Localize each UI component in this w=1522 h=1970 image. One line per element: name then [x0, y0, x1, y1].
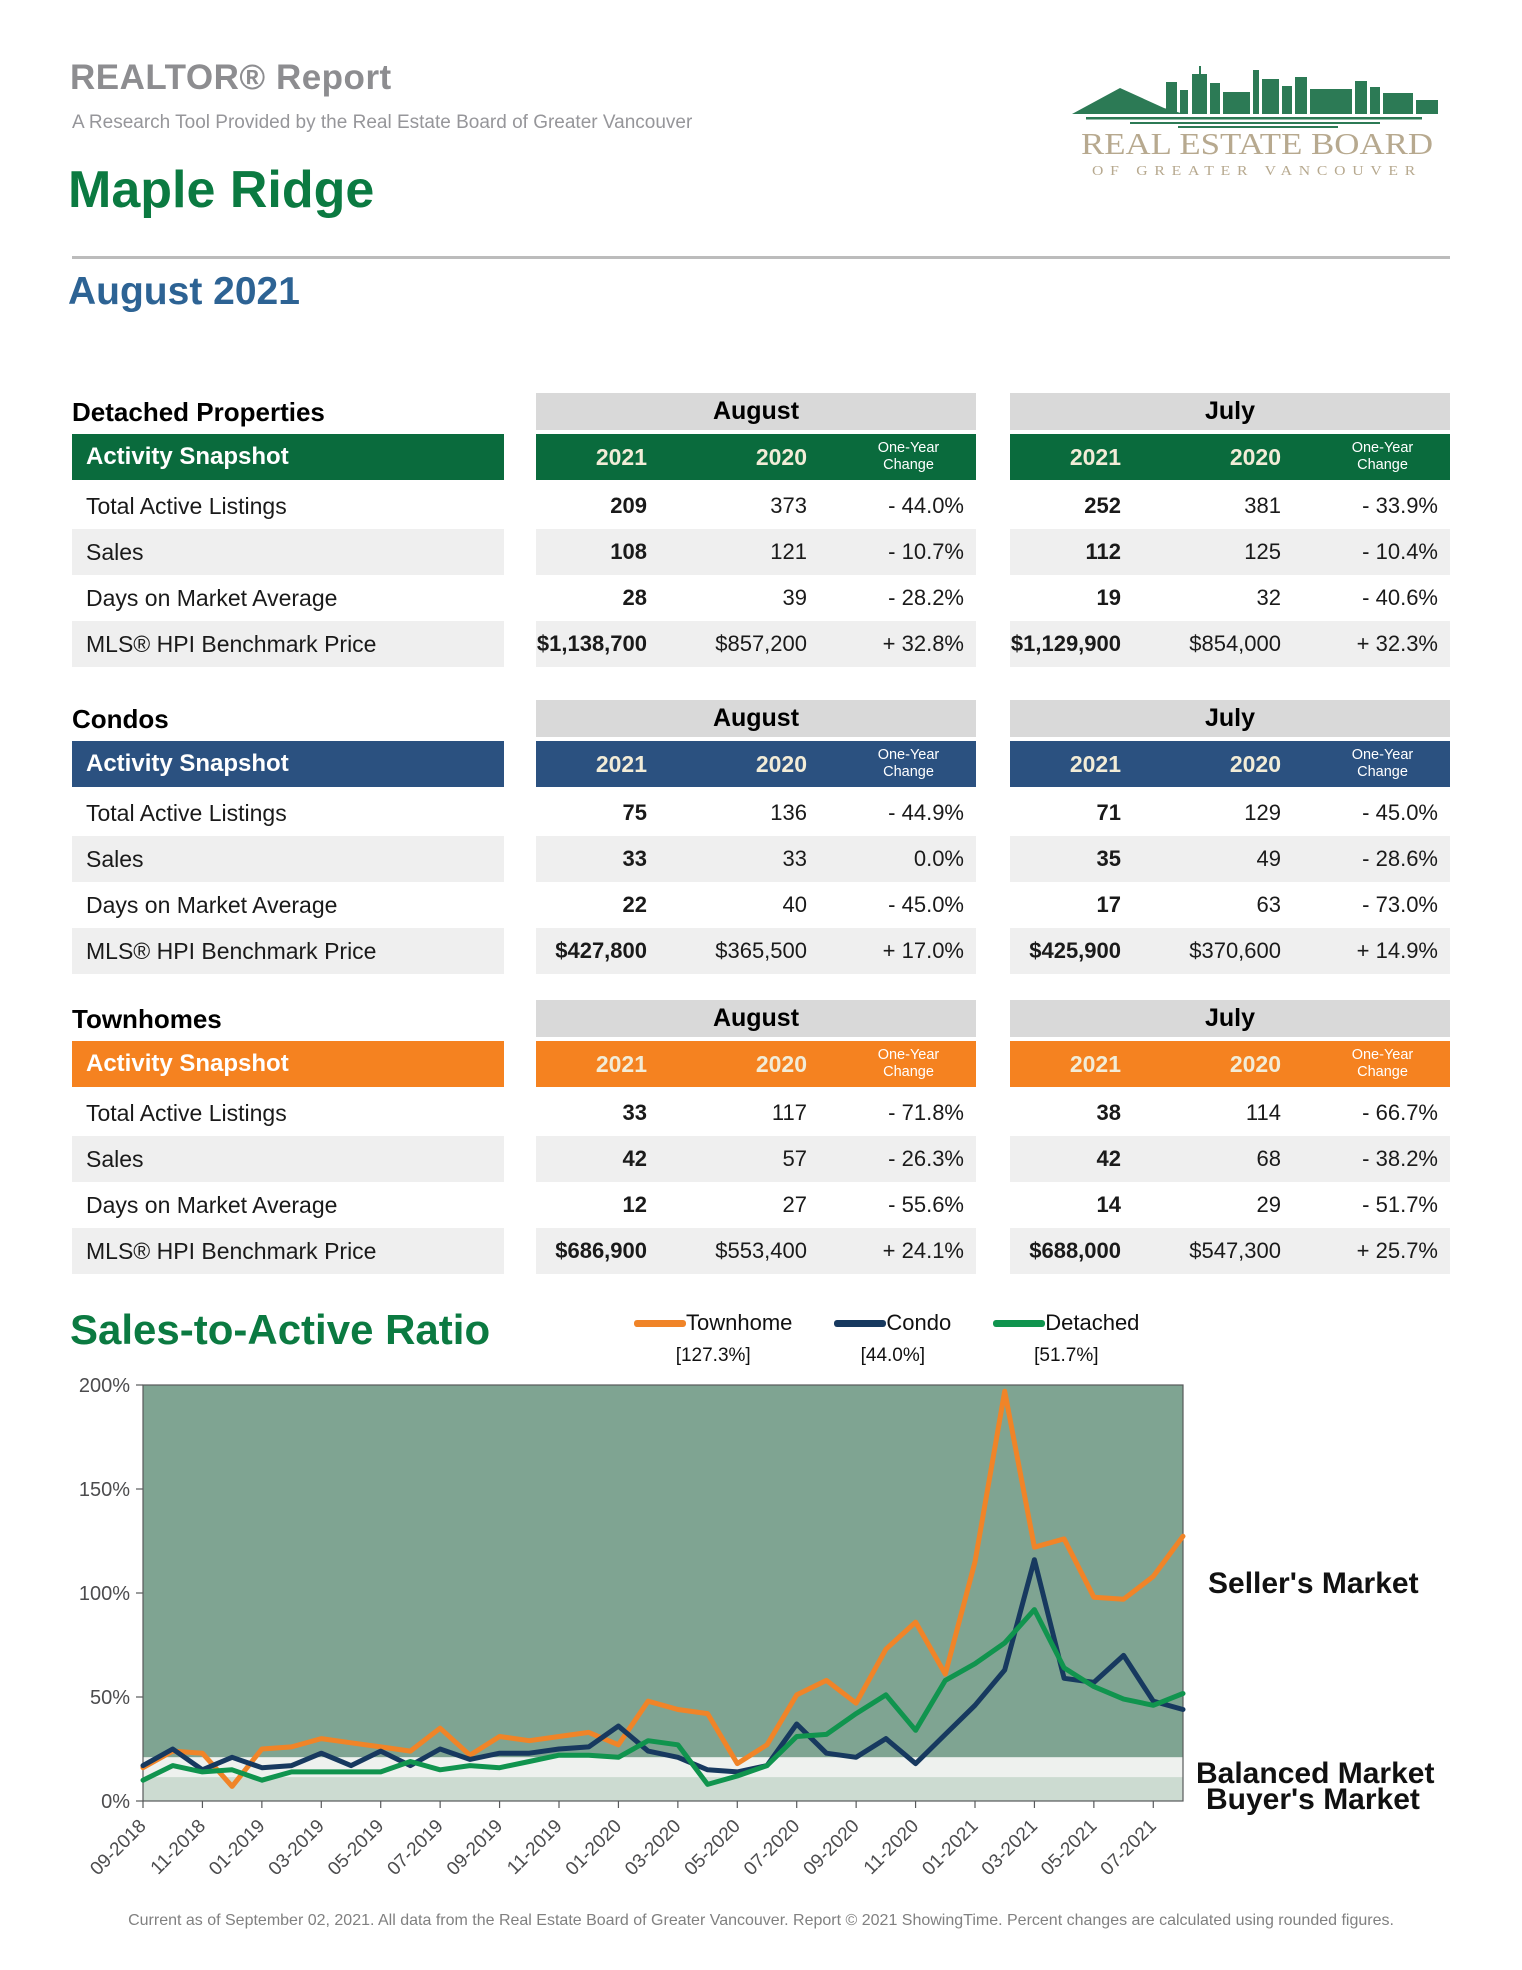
month-banner-july: July — [1010, 393, 1450, 430]
x-axis-label: 11-2018 — [146, 1815, 210, 1879]
col-header-one-year-change: One-Year Change — [841, 434, 976, 480]
buyers-market-label: Buyer's Market — [1206, 1783, 1420, 1816]
month-banner-july: July — [1010, 700, 1450, 737]
value-cell-2021: 28 — [622, 585, 647, 610]
value-cell-2020: 49 — [1155, 836, 1315, 882]
value-cell-2021: 108 — [536, 529, 681, 575]
value-cell-2021: $1,138,700 — [536, 621, 681, 667]
x-axis-label: 11-2020 — [859, 1815, 924, 1879]
value-cell-change: - 66.7% — [1362, 1100, 1438, 1125]
value-cell-2021: 38 — [1096, 1100, 1121, 1125]
x-axis-label: 01-2019 — [205, 1815, 270, 1880]
value-cell-2021: 22 — [622, 892, 647, 917]
y-axis-label: 150% — [78, 1479, 130, 1501]
value-cell-2020: 136 — [770, 800, 807, 825]
x-axis-label: 03-2020 — [621, 1815, 686, 1880]
value-cell-2021: $686,900 — [536, 1228, 681, 1274]
col-header-2021: 2021 — [536, 1041, 681, 1087]
value-cell-2021: $425,900 — [1010, 928, 1155, 974]
value-cell-change: - 73.0% — [1362, 892, 1438, 917]
value-cell-change: - 10.4% — [1315, 529, 1450, 575]
col-header-one-year-change: One-Year Change — [841, 1041, 976, 1087]
x-axis-label: 07-2019 — [383, 1815, 448, 1880]
value-cell-change: + 14.9% — [1315, 928, 1450, 974]
activity-snapshot-header: Activity Snapshot — [72, 741, 504, 787]
y-axis-label: 0% — [101, 1791, 130, 1813]
value-cell-2020: $370,600 — [1155, 928, 1315, 974]
y-axis-label: 50% — [89, 1687, 130, 1709]
value-cell-2021: 33 — [622, 1100, 647, 1125]
value-cell-change: - 26.3% — [841, 1136, 976, 1182]
col-header-2020: 2020 — [681, 1041, 841, 1087]
buyer-band — [143, 1777, 1183, 1801]
rebgv-logo-graphic — [1068, 62, 1446, 180]
table-title: Condos — [72, 704, 169, 734]
value-cell-2020: $547,300 — [1155, 1228, 1315, 1274]
col-header-2020: 2020 — [1155, 434, 1315, 480]
value-cell-2020: 33 — [681, 836, 841, 882]
x-axis-label: 07-2021 — [1096, 1815, 1161, 1880]
sellers-market-label: Seller's Market — [1208, 1567, 1419, 1600]
row-label: Days on Market Average — [86, 584, 338, 611]
col-header-2021: 2021 — [536, 741, 681, 787]
x-axis-label: 05-2019 — [324, 1815, 389, 1880]
value-cell-2021: $427,800 — [536, 928, 681, 974]
activity-snapshot-header: Activity Snapshot — [72, 434, 504, 480]
legend-item-condo — [834, 1310, 951, 1367]
legend-series-name: Townhome — [686, 1310, 793, 1335]
row-label: Days on Market Average — [86, 891, 338, 918]
value-cell-2021: 252 — [1084, 493, 1121, 518]
period-title: August 2021 — [68, 270, 300, 313]
month-banner-july: July — [1010, 1000, 1450, 1037]
value-cell-2021: 33 — [536, 836, 681, 882]
x-axis-label: 05-2021 — [1037, 1815, 1102, 1880]
value-cell-2021: 12 — [622, 1192, 647, 1217]
value-cell-2020: 29 — [1256, 1192, 1281, 1217]
value-cell-change: + 32.3% — [1315, 621, 1450, 667]
col-header-2020: 2020 — [681, 434, 841, 480]
table-detached-properties — [72, 393, 1450, 667]
month-banner-august: August — [536, 700, 976, 737]
table-title: Detached Properties — [72, 397, 325, 427]
x-axis-label: 09-2020 — [799, 1815, 864, 1880]
col-header-2021: 2021 — [1010, 741, 1155, 787]
row-label: Sales — [72, 836, 504, 882]
value-cell-2021: $1,129,900 — [1010, 621, 1155, 667]
x-axis-label: 03-2019 — [264, 1815, 329, 1880]
value-cell-2020: 57 — [681, 1136, 841, 1182]
value-cell-2021: 209 — [610, 493, 647, 518]
legend-current-value: [51.7%] — [1034, 1345, 1099, 1366]
col-header-one-year-change: One-Year Change — [1315, 1041, 1450, 1087]
col-header-2021: 2021 — [1010, 1041, 1155, 1087]
value-cell-2021: 35 — [1010, 836, 1155, 882]
sales-to-active-chart — [0, 1363, 1522, 1923]
col-header-2020: 2020 — [1155, 1041, 1315, 1087]
value-cell-2021: 17 — [1096, 892, 1121, 917]
seller-band — [143, 1385, 1183, 1757]
value-cell-change: - 71.8% — [888, 1100, 964, 1125]
value-cell-2020: 68 — [1155, 1136, 1315, 1182]
report-subtitle: A Research Tool Provided by the Real Estate Board of Greater Vancouver — [72, 112, 693, 133]
legend-current-value: [44.0%] — [860, 1345, 926, 1366]
col-header-2020: 2020 — [1155, 741, 1315, 787]
legend-dash-icon — [634, 1320, 686, 1327]
row-label: Total Active Listings — [86, 799, 287, 826]
balanced-market-label: Balanced Market — [1196, 1757, 1435, 1790]
value-cell-change: - 51.7% — [1362, 1192, 1438, 1217]
col-header-2021: 2021 — [1010, 434, 1155, 480]
value-cell-change: - 28.2% — [888, 585, 964, 610]
x-axis-label: 01-2021 — [918, 1815, 983, 1880]
logo-line1: REAL ESTATE BOARD — [1081, 126, 1433, 161]
x-axis-label: 09-2019 — [442, 1815, 508, 1880]
legend-current-value: [127.3%] — [675, 1345, 751, 1366]
x-axis-label: 11-2019 — [503, 1815, 567, 1879]
value-cell-2020: 114 — [1245, 1100, 1281, 1125]
row-label: MLS® HPI Benchmark Price — [72, 928, 504, 974]
value-cell-2020: 117 — [771, 1100, 807, 1125]
legend-series-name: Detached — [1045, 1310, 1140, 1335]
value-cell-change: - 55.6% — [888, 1192, 964, 1217]
x-axis-label: 01-2020 — [561, 1815, 626, 1880]
value-cell-change: 0.0% — [841, 836, 976, 882]
y-axis-label: 100% — [78, 1583, 130, 1605]
col-header-one-year-change: One-Year Change — [1315, 434, 1450, 480]
chart-title: Sales-to-Active Ratio — [70, 1306, 491, 1353]
legend-series-name: Condo — [886, 1310, 952, 1335]
value-cell-change: - 40.6% — [1362, 585, 1438, 610]
row-label: MLS® HPI Benchmark Price — [72, 1228, 504, 1274]
value-cell-2020: 63 — [1256, 892, 1281, 917]
value-cell-2020: 27 — [782, 1192, 807, 1217]
report-title: REALTOR® Report — [70, 58, 392, 97]
legend-item-townhome — [634, 1310, 792, 1367]
col-header-one-year-change: One-Year Change — [841, 741, 976, 787]
row-label: Sales — [72, 529, 504, 575]
month-banner-august: August — [536, 1000, 976, 1037]
table-title: Townhomes — [72, 1004, 222, 1034]
value-cell-2020: 125 — [1155, 529, 1315, 575]
city-skyline-icon — [1072, 66, 1438, 128]
value-cell-2021: 75 — [622, 800, 647, 825]
value-cell-2020: 39 — [782, 585, 807, 610]
month-banner-august: August — [536, 393, 976, 430]
legend-item-detached — [993, 1310, 1139, 1367]
value-cell-2020: 129 — [1244, 800, 1281, 825]
row-label: Days on Market Average — [86, 1191, 338, 1218]
value-cell-2020: $553,400 — [681, 1228, 841, 1274]
value-cell-2021: 42 — [536, 1136, 681, 1182]
col-header-2021: 2021 — [536, 434, 681, 480]
value-cell-change: - 45.0% — [888, 892, 964, 917]
x-axis-label: 07-2020 — [740, 1815, 805, 1880]
value-cell-2021: 14 — [1096, 1192, 1121, 1217]
value-cell-2020: $854,000 — [1155, 621, 1315, 667]
value-cell-2021: 71 — [1096, 800, 1121, 825]
value-cell-change: - 44.9% — [888, 800, 964, 825]
value-cell-2020: 32 — [1256, 585, 1281, 610]
chart-legend — [634, 1310, 1139, 1367]
value-cell-2021: 112 — [1010, 529, 1155, 575]
legend-dash-icon — [993, 1320, 1045, 1327]
row-label: MLS® HPI Benchmark Price — [72, 621, 504, 667]
value-cell-2020: $365,500 — [681, 928, 841, 974]
value-cell-change: - 33.9% — [1362, 493, 1438, 518]
value-cell-change: - 10.7% — [841, 529, 976, 575]
value-cell-2021: $688,000 — [1010, 1228, 1155, 1274]
table-condos — [72, 700, 1450, 974]
value-cell-change: - 38.2% — [1315, 1136, 1450, 1182]
activity-snapshot-header: Activity Snapshot — [72, 1041, 504, 1087]
value-cell-2020: 373 — [770, 493, 807, 518]
region-title: Maple Ridge — [68, 161, 375, 219]
value-cell-2020: 121 — [681, 529, 841, 575]
y-axis-label: 200% — [78, 1375, 130, 1397]
rebgv-logo — [1068, 62, 1446, 185]
legend-dash-icon — [834, 1320, 886, 1327]
value-cell-2020: $857,200 — [681, 621, 841, 667]
table-townhomes — [72, 1000, 1450, 1274]
x-axis-label: 03-2021 — [977, 1815, 1042, 1880]
value-cell-2021: 42 — [1010, 1136, 1155, 1182]
value-cell-change: - 28.6% — [1315, 836, 1450, 882]
footer-text: Current as of September 02, 2021. All data from the Real Estate Board of Greater Vancouver. Report © 2021 ShowingTime. Percent changes are calculated using rounded figures. — [128, 1912, 1394, 1929]
col-header-2020: 2020 — [681, 741, 841, 787]
value-cell-change: + 17.0% — [841, 928, 976, 974]
x-axis-label: 09-2018 — [86, 1815, 151, 1880]
header-divider — [72, 256, 1450, 259]
value-cell-change: - 44.0% — [888, 493, 964, 518]
value-cell-2020: 40 — [782, 892, 807, 917]
value-cell-change: + 25.7% — [1315, 1228, 1450, 1274]
row-label: Total Active Listings — [86, 1099, 287, 1126]
row-label: Total Active Listings — [86, 492, 287, 519]
value-cell-change: + 32.8% — [841, 621, 976, 667]
value-cell-2021: 19 — [1096, 585, 1121, 610]
row-label: Sales — [72, 1136, 504, 1182]
logo-line2: OF GREATER VANCOUVER — [1092, 164, 1422, 179]
x-axis-label: 05-2020 — [680, 1815, 745, 1880]
value-cell-2020: 381 — [1244, 493, 1281, 518]
col-header-one-year-change: One-Year Change — [1315, 741, 1450, 787]
value-cell-change: + 24.1% — [841, 1228, 976, 1274]
value-cell-change: - 45.0% — [1362, 800, 1438, 825]
